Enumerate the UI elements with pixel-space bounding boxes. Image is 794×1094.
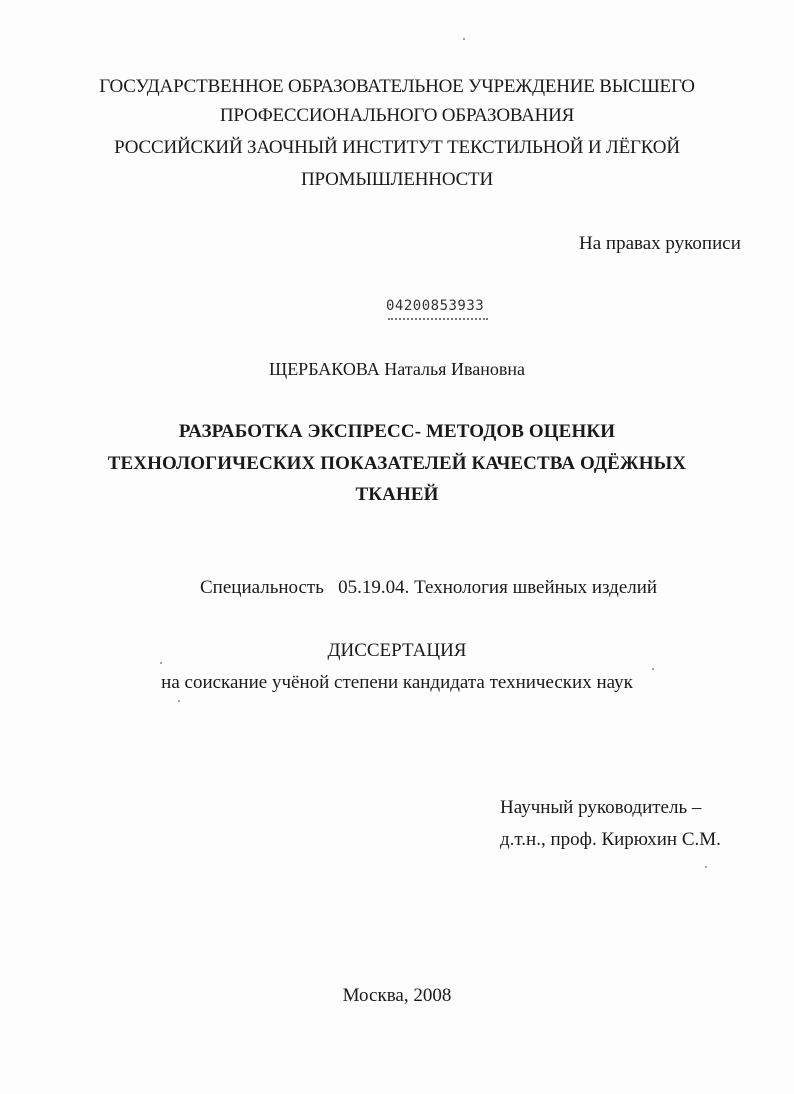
city-year: Москва, 2008 bbox=[342, 985, 452, 1006]
scan-speck bbox=[160, 662, 162, 664]
supervisor-label: Научный руководитель – bbox=[500, 797, 702, 818]
scan-speck bbox=[705, 866, 707, 868]
scan-speck bbox=[463, 38, 465, 40]
work-type: ДИССЕРТАЦИЯ bbox=[327, 640, 467, 661]
title-line-2: ТЕХНОЛОГИЧЕСКИХ ПОКАЗАТЕЛЕЙ КАЧЕСТВА ОДЁЖНЫХ bbox=[107, 453, 687, 474]
manuscript-rights: На правах рукописи bbox=[579, 233, 741, 254]
specialty: Специальность 05.19.04. Технология швейных изделий bbox=[200, 577, 658, 598]
library-stamp-number: 04200853933 bbox=[386, 298, 485, 314]
scan-speck bbox=[652, 668, 654, 670]
scan-speck bbox=[178, 700, 180, 702]
title-line-1: РАЗРАБОТКА ЭКСПРЕСС- МЕТОДОВ ОЦЕНКИ bbox=[178, 421, 616, 442]
institution-line-4: ПРОМЫШЛЕННОСТИ bbox=[301, 169, 493, 190]
stamp-underline bbox=[388, 318, 488, 322]
institution-line-1: ГОСУДАРСТВЕННОЕ ОБРАЗОВАТЕЛЬНОЕ УЧРЕЖДЕНИЕ ВЫСШЕГО bbox=[99, 76, 695, 97]
author-name: ЩЕРБАКОВА Наталья Ивановна bbox=[269, 359, 525, 379]
degree-line: на соискание учёной степени кандидата технических наук bbox=[161, 672, 633, 693]
institution-line-3: РОССИЙСКИЙ ЗАОЧНЫЙ ИНСТИТУТ ТЕКСТИЛЬНОЙ И ЛЁГКОЙ bbox=[114, 137, 680, 158]
supervisor-name: д.т.н., проф. Кирюхин С.М. bbox=[500, 829, 721, 850]
institution-line-2: ПРОФЕССИОНАЛЬНОГО ОБРАЗОВАНИЯ bbox=[219, 105, 575, 126]
title-line-3: ТКАНЕЙ bbox=[355, 484, 439, 505]
